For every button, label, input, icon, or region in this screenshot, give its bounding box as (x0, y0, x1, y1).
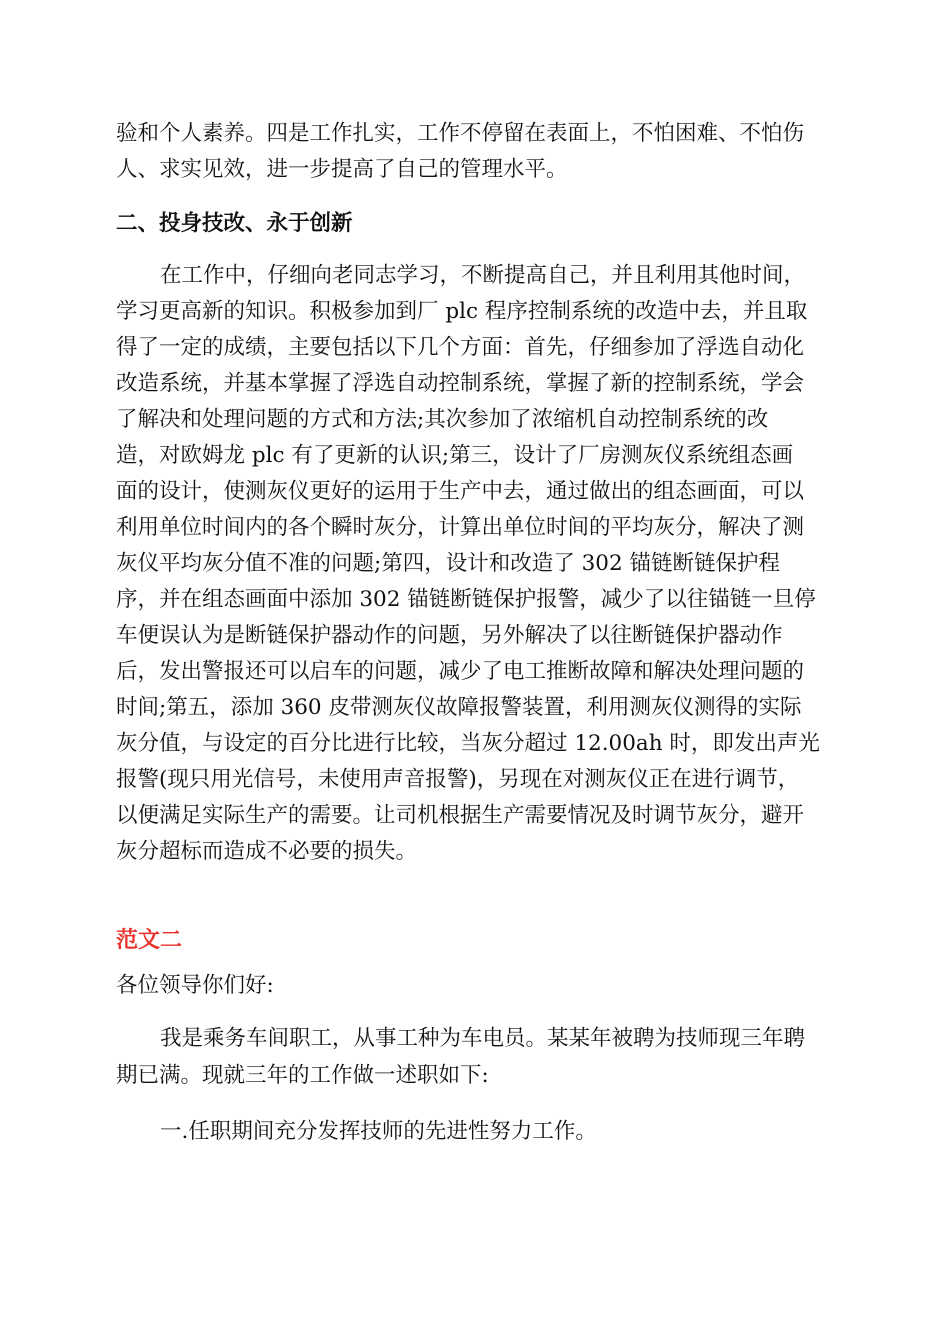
section-heading: 二、投身技改、永于创新 (116, 211, 353, 236)
paragraph-line: 造，对欧姆龙 plc 有了更新的认识;第三，设计了厂房测灰仪系统组态画 (116, 443, 794, 468)
paragraph-line: 面的设计，使测灰仪更好的运用于生产中去，通过做出的组态画面，可以 (116, 479, 805, 504)
paragraph-line: 验和个人素养。四是工作扎实，工作不停留在表面上，不怕困难、不怕伤 (116, 121, 805, 146)
paragraph-line: 灰仪平均灰分值不准的问题;第四，设计和改造了 302 锚链断链保护程 (116, 551, 780, 576)
sample-title: 范文二 (116, 928, 183, 953)
paragraph-line: 报警(现只用光信号，未使用声音报警)，另现在对测灰仪正在进行调节， (116, 767, 800, 792)
paragraph-line: 以便满足实际生产的需要。让司机根据生产需要情况及时调节灰分，避开 (116, 803, 805, 828)
paragraph-line: 后，发出警报还可以启车的问题，减少了电工推断故障和解决处理问题的 (116, 659, 805, 684)
greeting: 各位领导你们好: (116, 973, 274, 998)
paragraph-line: 灰分超标而造成不必要的损失。 (116, 839, 418, 864)
paragraph-line: 得了一定的成绩，主要包括以下几个方面：首先，仔细参加了浮选自动化 (116, 335, 805, 360)
paragraph-line: 学习更高新的知识。积极参加到厂 plc 程序控制系统的改造中去，并且取 (116, 299, 808, 324)
paragraph-line: 灰分值，与设定的百分比进行比较，当灰分超过 12.00ah 时，即发出声光 (116, 731, 820, 756)
paragraph-line: 了解决和处理问题的方式和方法;其次参加了浓缩机自动控制系统的改 (116, 407, 769, 432)
paragraph-line: 我是乘务车间职工，从事工种为车电员。某某年被聘为技师现三年聘 (160, 1026, 806, 1051)
paragraph-line: 在工作中，仔细向老同志学习，不断提高自己，并且利用其他时间， (160, 263, 806, 288)
paragraph-line: 期已满。现就三年的工作做一述职如下: (116, 1063, 489, 1088)
paragraph-line: 序，并在组态画面中添加 302 锚链断链保护报警，减少了以往锚链一旦停 (116, 587, 816, 612)
list-item: 一.任职期间充分发挥技师的先进性努力工作。 (160, 1119, 597, 1144)
paragraph-line: 车便误认为是断链保护器动作的问题，另外解决了以往断链保护器动作 (116, 623, 783, 648)
paragraph-line: 时间;第五，添加 360 皮带测灰仪故障报警装置，利用测灰仪测得的实际 (116, 695, 802, 720)
paragraph-line: 利用单位时间内的各个瞬时灰分，计算出单位时间的平均灰分，解决了测 (116, 515, 805, 540)
paragraph-line: 人、求实见效，进一步提高了自己的管理水平。 (116, 157, 568, 182)
paragraph-line: 改造系统，并基本掌握了浮选自动控制系统，掌握了新的控制系统，学会 (116, 371, 805, 396)
